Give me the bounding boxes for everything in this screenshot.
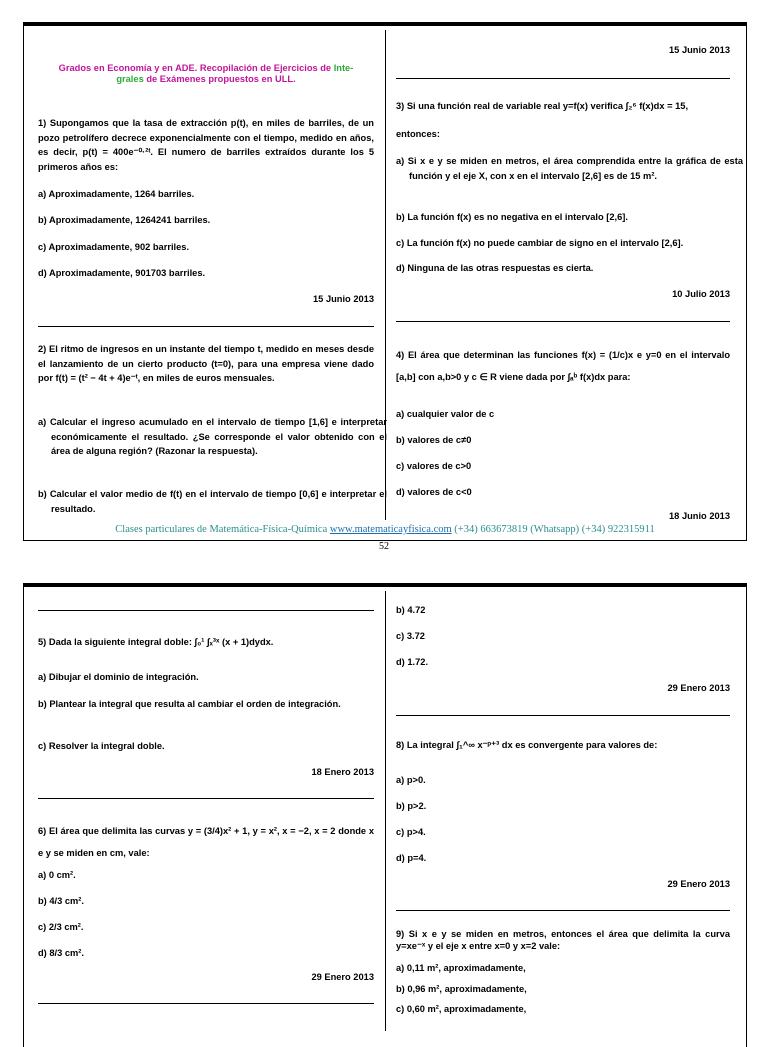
q4-option-b: b) valores de c≠0 (396, 435, 472, 445)
heading-part: Grados en Economía y en ADE. Recopilación de Ejercicios de (58, 63, 332, 73)
question-3: 3) Si una función real de variable real y=f(x) verifica ∫₂⁶ f(x)dx = 15, (396, 101, 689, 111)
separator (396, 78, 730, 79)
q6-option-b: b) 4/3 cm². (38, 896, 84, 906)
heading-part: de Exámenes propuestos en ULL. (146, 74, 296, 84)
column-divider (385, 591, 386, 1031)
footer-phones: (+34) 663673819 (Whatsapp) (+34) 922315911 (454, 524, 655, 535)
page-52 (23, 22, 747, 541)
q9-option-b: b) 0,96 m², aproximadamente, (396, 984, 527, 994)
document-heading (38, 63, 374, 85)
q8-option-a: a) p>0. (396, 775, 426, 785)
q8-option-b: b) p>2. (396, 801, 427, 811)
q8-option-c: c) p>4. (396, 827, 426, 837)
q7-option-b: b) 4.72 (396, 605, 426, 615)
q5-part-b: b) Plantear la integral que resulta al cambiar el orden de integración. (38, 699, 341, 709)
separator (38, 1003, 374, 1004)
q6-option-d: d) 8/3 cm². (38, 948, 84, 958)
question-2: 2) El ritmo de ingresos en un instante del tiempo t, medido en meses desde el lanzamiento de un cierto producto (t=0), para una empresa viene dado por f(t) = (t² − 4t + 4)e⁻ᵗ, en miles de euros mensuales. (38, 344, 374, 383)
q3-option-a: a) Si x e y se miden en metros, el área comprendida entre la gráfica de esta función y el eje X, con x en el intervalo [2,6] es de 15 m². (396, 156, 743, 181)
q9-option-c: c) 0,60 m², aproximadamente, (396, 1004, 527, 1014)
q8-option-d: d) p=4. (396, 853, 427, 863)
q4-date: 18 Junio 2013 (669, 511, 730, 521)
question-5: 5) Dada la siguiente integral doble: ∫₀¹ ∫ₓ³ˣ (x + 1)dydx. (38, 637, 274, 647)
q1-date: 15 Junio 2013 (313, 294, 374, 304)
question-4: 4) El área que determinan las funciones f(x) = (1/c)x e y=0 en el intervalo [a,b] con a,b>0 y c ∈ R viene dada por ∫ₐᵇ f(x)dx para: (396, 350, 730, 382)
q3-option-d: d) Ninguna de las otras respuestas es cierta. (396, 263, 594, 273)
heading-part: grales (116, 74, 144, 84)
q3-option-b: b) La función f(x) es no negativa en el intervalo [2,6]. (396, 212, 628, 222)
page-53 (23, 583, 747, 1047)
q7-date: 29 Enero 2013 (667, 683, 730, 693)
question-6: 6) El área que delimita las curvas y = (3/4)x² + 1, y = x², x = −2, x = 2 donde x e y se miden en cm, vale: (38, 826, 374, 858)
page-footer (24, 524, 746, 535)
q3-then: entonces: (396, 129, 440, 139)
separator (396, 910, 730, 911)
q8-date: 29 Enero 2013 (667, 879, 730, 889)
q1-option-c: c) Aproximadamente, 902 barriles. (38, 242, 190, 252)
separator (396, 321, 730, 322)
q4-option-a: a) cualquier valor de c (396, 409, 495, 419)
question-9: 9) Si x e y se miden en metros, entonces el área que delimita la curva y=xe⁻ˣ y el eje x entre x=0 y x=2 vale: (396, 929, 730, 951)
question-1: 1) Supongamos que la tasa de extracción p(t), en miles de barriles, de un pozo petrolífero decrece exponencialmente con el tiempo, medido en años, es decir, p(t) = 400e⁻⁰·²ᵗ. El numero de barriles extraídos durante los 5 primeros años es: (38, 118, 374, 172)
separator (38, 610, 374, 611)
q6-date: 29 Enero 2013 (311, 972, 374, 982)
q4-option-c: c) valores de c>0 (396, 461, 472, 471)
q1-option-a: a) Aproximadamente, 1264 barriles. (38, 189, 195, 199)
heading-part: Inte- (333, 63, 354, 73)
q5-part-c: c) Resolver la integral doble. (38, 741, 165, 751)
separator (38, 798, 374, 799)
q5-date: 18 Enero 2013 (311, 767, 374, 777)
q7-option-c: c) 3.72 (396, 631, 425, 641)
q6-option-c: c) 2/3 cm². (38, 922, 84, 932)
separator (396, 715, 730, 716)
q6-option-a: a) 0 cm². (38, 870, 76, 880)
q3-date: 10 Julio 2013 (672, 289, 730, 299)
q3-option-c: c) La función f(x) no puede cambiar de signo en el intervalo [2,6]. (396, 238, 684, 248)
footer-text: Clases particulares de Matemática-Física-Química (115, 524, 328, 535)
page-number: 52 (379, 541, 389, 552)
q5-part-a: a) Dibujar el dominio de integración. (38, 672, 199, 682)
q4-option-d: d) valores de c<0 (396, 487, 472, 497)
q7-option-d: d) 1.72. (396, 657, 429, 667)
q1-option-d: d) Aproximadamente, 901703 barriles. (38, 268, 206, 278)
website-link[interactable]: www.matematicayfisica.com (329, 524, 452, 535)
q1-option-b: b) Aproximadamente, 1264241 barriles. (38, 215, 211, 225)
q2-part-b: b) Calcular el valor medio de f(t) en el intervalo de tiempo [0,6] e interpretar el resultado. (38, 489, 387, 514)
top-date: 15 Junio 2013 (669, 45, 730, 55)
q2-part-a: a) Calcular el ingreso acumulado en el intervalo de tiempo [1,6] e interpretar económicamente el resultado. ¿Se corresponde el valor obtenido con el área de alguna región? (Razonar la respuesta). (38, 417, 387, 456)
q9-option-a: a) 0,11 m², aproximadamente, (396, 963, 526, 973)
question-8: 8) La integral ∫₁^∞ x⁻ᵖ⁺³ dx es convergente para valores de: (396, 740, 658, 750)
separator (38, 326, 374, 327)
